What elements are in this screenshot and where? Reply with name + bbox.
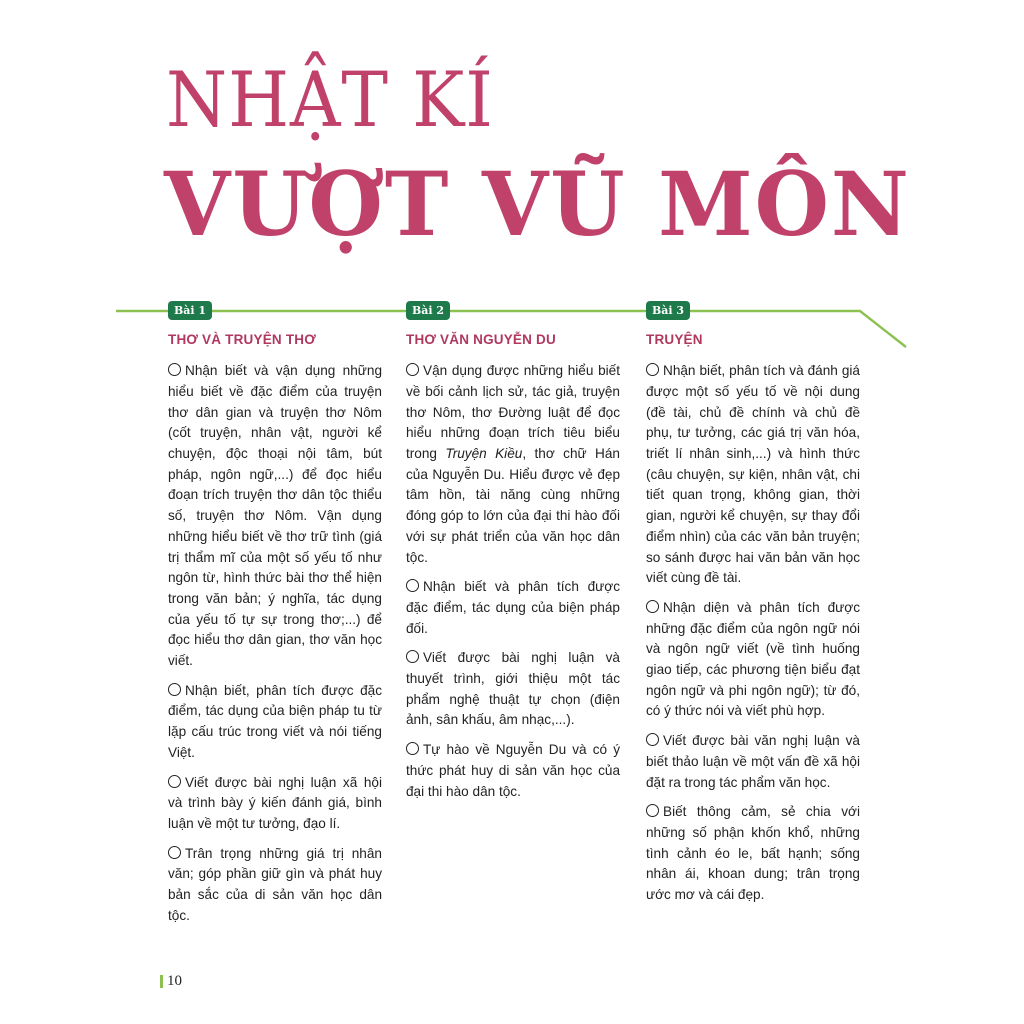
lesson-column-1 xyxy=(168,300,382,935)
circle-bullet-icon xyxy=(406,363,419,376)
circle-bullet-icon xyxy=(168,846,181,859)
objective-item: Viết được bài nghị luận và thuyết trình, giới thiệu một tác phẩm nghệ thuật tự chọn (điện ảnh, sân khấu, âm nhạc,...). xyxy=(406,650,620,728)
objective-list xyxy=(168,361,382,926)
circle-bullet-icon xyxy=(646,804,659,817)
lesson-title: TRUYỆN xyxy=(646,332,703,348)
objective-list xyxy=(406,361,620,802)
page-number-text: 10 xyxy=(167,973,182,989)
circle-bullet-icon xyxy=(646,600,659,613)
lesson-badge: Bài 1 xyxy=(168,301,212,320)
page-number xyxy=(160,973,182,990)
objective-item: Nhận diện và phân tích được những đặc điểm của ngôn ngữ nói và ngôn ngữ viết (về tình huống giao tiếp, các phương tiện biểu đạt ngôn ngữ và phi ngôn ngữ); từ đó, có ý thức nói và viết phù hợp. xyxy=(646,599,860,719)
circle-bullet-icon xyxy=(406,742,419,755)
objective-item: Viết được bài văn nghị luận và biết thảo luận về một vấn đề xã hội đặt ra trong tác phẩm văn học. xyxy=(646,733,860,790)
circle-bullet-icon xyxy=(646,733,659,746)
lesson-column-3 xyxy=(646,300,860,915)
objective-item: Viết được bài nghị luận xã hội và trình bày ý kiến đánh giá, bình luận về một tư tưởng, đạo lí. xyxy=(168,774,382,831)
objective-item: Tự hào về Nguyễn Du và có ý thức phát huy di sản văn học của đại thi hào dân tộc. xyxy=(406,742,620,799)
lesson-column-2 xyxy=(406,300,620,811)
lesson-badge: Bài 3 xyxy=(646,301,690,320)
objective-item: Nhận biết và phân tích được đặc điểm, tác dụng của biện pháp đối. xyxy=(406,579,620,636)
work-title: Truyện Kiều xyxy=(445,446,523,461)
lesson-title: THƠ VÀ TRUYỆN THƠ xyxy=(168,332,316,348)
circle-bullet-icon xyxy=(168,683,181,696)
objective-item: Nhận biết và vận dụng những hiểu biết về đặc điểm của truyện thơ dân gian và truyện thơ Nôm (cốt truyện, nhân vật, người kể chuyện, độc thoại nội tâm, bút pháp, ngôn ngữ,...) để đọc hiểu đoạn trích truyện thơ dân tộc thiểu số, truyện thơ Nôm. Vận dụng những hiểu biết về thơ trữ tình (giá trị thẩm mĩ của một số yếu tố như ngôn từ, hình thức bài thơ thể hiện trong văn bản; ý nghĩa, tác dụng của yếu tố tự sự trong thơ;...) để đọc hiểu thơ dân gian, thơ văn học viết. xyxy=(168,363,382,669)
circle-bullet-icon xyxy=(646,363,659,376)
lesson-title: THƠ VĂN NGUYỄN DU xyxy=(406,332,556,348)
objective-item: Trân trọng những giá trị nhân văn; góp phần giữ gìn và phát huy bản sắc của di sản văn học dân tộc. xyxy=(168,845,382,923)
objective-item: Vận dụng được những hiểu biết về bối cảnh lịch sử, tác giả, truyện thơ Nôm, thơ Đường luật để đọc hiểu những đoạn trích tiêu biểu trong Truyện Kiều, thơ chữ Hán của Nguyễn Du. Hiểu được vẻ đẹp tâm hồn, tài năng cùng những đóng góp to lớn của đại thi hào đối với sự phát triển của văn học dân tộc. xyxy=(406,363,620,565)
objective-item: Biết thông cảm, sẻ chia với những số phận khốn khổ, những tình cảnh éo le, bất hạnh; sống nhân ái, khoan dung; trân trọng ước mơ và cái đẹp. xyxy=(646,804,860,903)
circle-bullet-icon xyxy=(406,650,419,663)
circle-bullet-icon xyxy=(406,579,419,592)
objective-item: Nhận biết, phân tích được đặc điểm, tác dụng của biện pháp tu từ lặp cấu trúc trong viết và nói tiếng Việt. xyxy=(168,682,382,760)
title-line-2: VƯỢT VŨ MÔN xyxy=(164,152,911,256)
lesson-badge: Bài 2 xyxy=(406,301,450,320)
title-line-1: NHẬT KÍ xyxy=(166,55,494,144)
objective-item: Nhận biết, phân tích và đánh giá được một số yếu tố về nội dung (đề tài, chủ đề chính và chủ đề phụ, tư tưởng, các giá trị văn hóa, triết lí nhân sinh,...) và hình thức (câu chuyện, sự kiện, nhân vật, chi tiết quan trọng, không gian, thời gian, người kể chuyện, sự thay đổi điểm nhìn) của các văn bản truyện; so sánh được hai văn bản văn học viết cùng đề tài. xyxy=(646,363,860,586)
objective-list xyxy=(646,361,860,906)
page-marker-bar xyxy=(160,975,163,988)
circle-bullet-icon xyxy=(168,775,181,788)
circle-bullet-icon xyxy=(168,363,181,376)
